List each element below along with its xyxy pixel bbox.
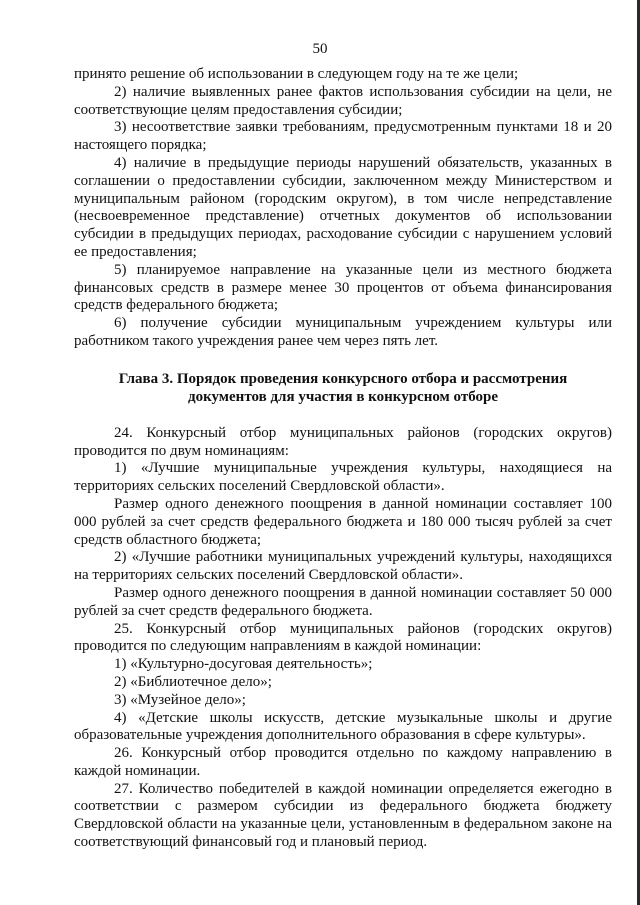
paragraph-reward-2: Размер одного денежного поощрения в данной номинации составляет 50 000 рублей за счет средств федерального бюджета.: [74, 584, 612, 619]
paragraph-25: 25. Конкурсный отбор муниципальных районов (городских округов) проводится по следующим направлениям в каждой номинации:: [74, 620, 612, 655]
paragraph-continuation: принято решение об использовании в следующем году на те же цели;: [74, 66, 519, 82]
paragraph-item-3: 3) несоответствие заявки требованиям, предусмотренным пунктами 18 и 20 настоящего порядка;: [74, 119, 612, 154]
paragraph-nomination-2: 2) «Лучшие работники муниципальных учреждений культуры, находящихся на территориях сельских поселений Свердловской области».: [74, 549, 612, 584]
chapter-heading: [74, 370, 612, 406]
paragraph-item-2: 2) наличие выявленных ранее фактов использования субсидии на цели, не соответствующие целям предоставления субсидии;: [74, 83, 612, 118]
document-body: [74, 66, 612, 852]
paragraph-direction-4: 4) «Детские школы искусств, детские музыкальные школы и другие образовательные учреждения дополнительного образования в сфере культуры».: [74, 709, 612, 744]
paragraph-26: 26. Конкурсный отбор проводится отдельно по каждому направлению в каждой номинации.: [74, 745, 612, 779]
page-number: 50: [312, 41, 328, 57]
paragraph-27: 27. Количество победителей в каждой номинации определяется ежегодно в соответствии с размером субсидии из федерального бюджета бюджету Свердловской области на указанные цели, установленным в федеральном законе на соответствующий финансовый год и плановый период.: [74, 780, 612, 851]
paragraph-item-5: 5) планируемое направление на указанные цели из местного бюджета финансовых средств в размере менее 30 процентов от объема финансирования средств федерального бюджета;: [74, 261, 612, 314]
chapter-heading-line-2: документов для участия в конкурсном отборе: [187, 388, 498, 405]
paragraph-direction-3: 3) «Музейное дело»;: [114, 691, 246, 708]
paragraph-direction-2: 2) «Библиотечное дело»;: [114, 673, 272, 690]
paragraph-nomination-1: 1) «Лучшие муниципальные учреждения культуры, находящиеся на территориях сельских поселений Свердловской области».: [74, 460, 612, 495]
paragraph-item-6: 6) получение субсидии муниципальным учреждением культуры или работником такого учреждения ранее чем через пять лет.: [74, 315, 612, 349]
paragraph-item-4: 4) наличие в предыдущие периоды нарушений обязательств, указанных в соглашении о предоставлении субсидии, заключенном между Министерством и муниципальным районом (городским округом), в том числе непредставление (несвоевременное представление) отчетных документов об использовании субсидии в предыдущих периодах, расходование субсидии с нарушением условий ее предоставления;: [74, 154, 612, 260]
paragraph-24: 24. Конкурсный отбор муниципальных районов (городских округов) проводится по двум номинациям:: [74, 424, 612, 459]
chapter-heading-line-1: Глава 3. Порядок проведения конкурсного отбора и рассмотрения: [118, 370, 568, 387]
paragraph-direction-1: 1) «Культурно-досуговая деятельность»;: [114, 656, 373, 673]
paragraph-reward-1: Размер одного денежного поощрения в данной номинации составляет 100 000 рублей за счет средств федерального бюджета и 180 000 тысяч рублей за счет средств областного бюджета;: [74, 495, 612, 548]
